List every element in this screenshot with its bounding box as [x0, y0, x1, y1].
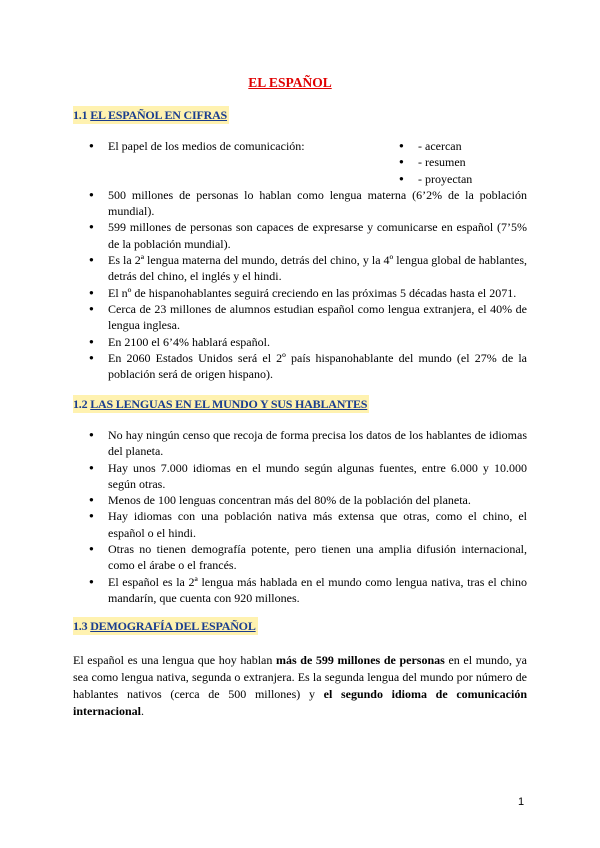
list-item: ● Hay idiomas con una población nativa más extensa que otras, como el chino, el español o el hindi. [90, 508, 527, 541]
list-item-text: El papel de los medios de comunicación: [108, 139, 305, 153]
list-item: ● Menos de 100 lenguas concentran más del 80% de la población del planeta. [90, 492, 527, 508]
list-item: ● El nº de hispanohablantes seguirá creciendo en las próximas 5 décadas hasta el 2071. [90, 285, 527, 301]
page-number: 1 [518, 796, 525, 808]
media-roles-list [400, 138, 472, 187]
list-item: ● Es la 2ª lengua materna del mundo, detrás del chino, y la 4º lengua global de hablantes, detrás del chino, el inglés y el hindi. [90, 252, 527, 285]
section-title: LAS LENGUAS EN EL MUNDO Y SUS HABLANTES [90, 397, 368, 411]
media-role: ● - acercan [400, 138, 472, 154]
section-heading-1-2 [73, 395, 369, 413]
paragraph-bold-text: el segundo idioma de comunicación internacional [73, 687, 527, 718]
document-title: EL ESPAÑOL [248, 75, 332, 90]
section-heading-1-3 [73, 617, 258, 635]
list-item [90, 138, 527, 187]
list-item: ● 599 millones de personas son capaces de expresarse y comunicarse en español (7’5% de la población mundial). [90, 219, 527, 252]
lenguas-list [90, 427, 527, 606]
media-role: ● - proyectan [400, 171, 472, 187]
section-number: 1.2 [73, 397, 88, 411]
section-number: 1.3 [73, 619, 88, 633]
list-item: ● Cerca de 23 millones de alumnos estudian español como lengua extranjera, el 40% de lengua inglesa. [90, 301, 527, 334]
list-item: ● Otras no tienen demografía potente, pero tienen una amplia difusión internacional, como el árabe o el francés. [90, 541, 527, 574]
list-item: ● Hay unos 7.000 idiomas en el mundo según algunas fuentes, entre 6.000 y 10.000 según otras. [90, 460, 527, 493]
section-title: DEMOGRAFÍA DEL ESPAÑOL [90, 619, 256, 633]
list-item: ● El español es la 2ª lengua más hablada en el mundo como lengua nativa, tras el chino mandarín, que cuenta con 920 millones. [90, 574, 527, 607]
paragraph-text: El español es una lengua que hoy hablan [73, 653, 276, 667]
media-role: ● - resumen [400, 154, 472, 170]
list-item: ● 500 millones de personas lo hablan como lengua materna (6’2% de la población mundial). [90, 187, 527, 220]
list-item: ● En 2100 el 6’4% hablará español. [90, 334, 527, 350]
list-item: ● No hay ningún censo que recoja de forma precisa los datos de los hablantes de idiomas del planeta. [90, 427, 527, 460]
list-item: ● En 2060 Estados Unidos será el 2º país hispanohablante del mundo (el 27% de la población será de origen hispano). [90, 350, 527, 383]
demografia-paragraph [73, 652, 527, 720]
paragraph-text: en el mundo, ya sea como lengua nativa, segunda o extranjera. Es la segunda lengua del mundo por número de hablantes nativos (cerca de 500 millones) y [73, 653, 527, 701]
section-title: EL ESPAÑOL EN CIFRAS [90, 108, 228, 122]
section-number: 1.1 [73, 108, 88, 122]
paragraph-bold-text: más de 599 millones de personas [275, 653, 445, 667]
cifras-list [90, 138, 527, 382]
section-heading-1-1 [73, 106, 229, 124]
paragraph-text: . [141, 704, 144, 718]
